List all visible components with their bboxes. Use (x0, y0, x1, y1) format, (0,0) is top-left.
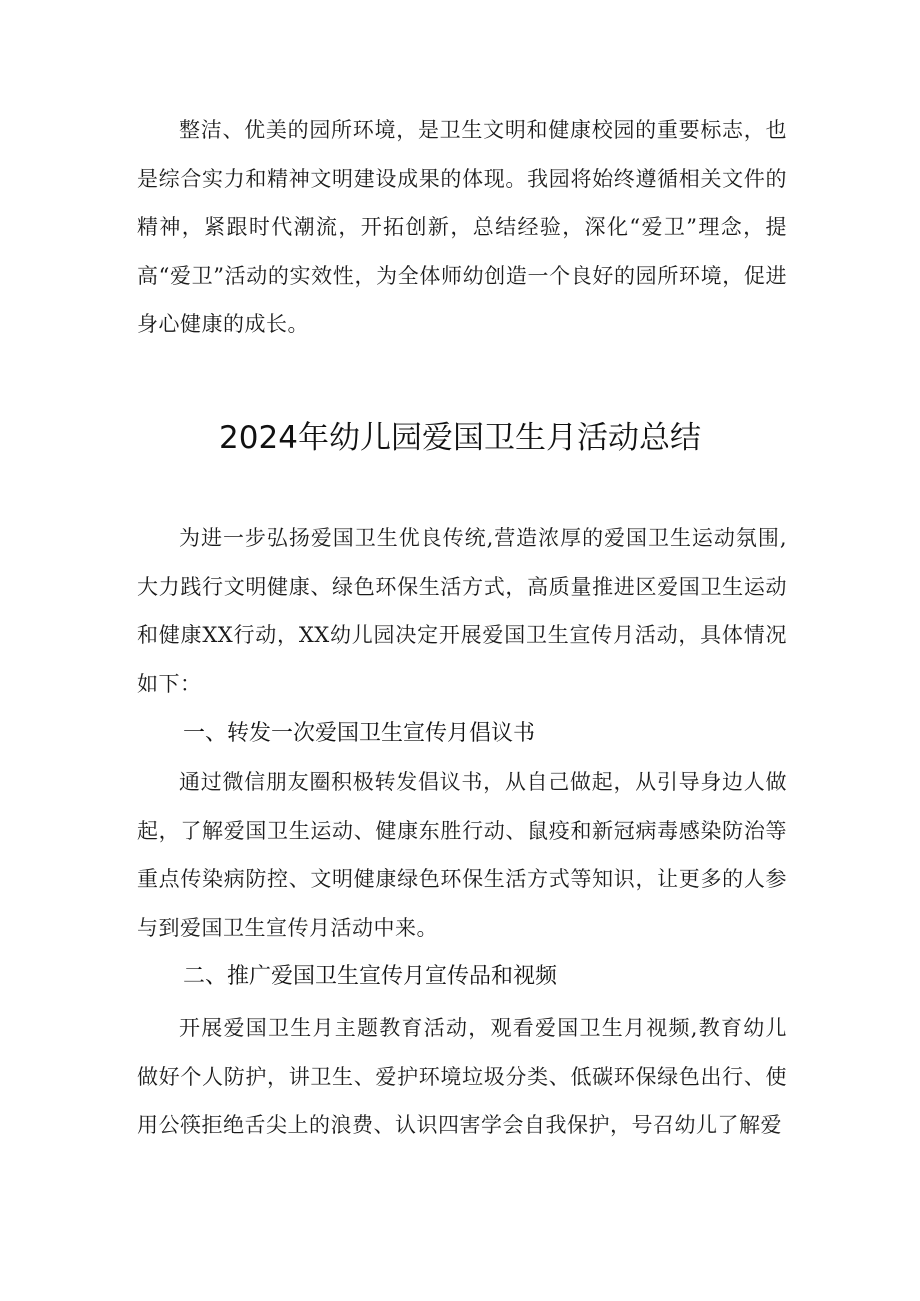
section-heading-1: 一、转发一次爱国卫生宣传月倡议书 (183, 721, 536, 746)
section-heading-2: 二、推广爱国卫生宣传月宣传品和视频 (183, 964, 558, 989)
document-title: 2024年幼儿园爱国卫生月活动总结 (219, 420, 701, 456)
section-body-2: 开展爱国卫生月主题教育活动，观看爱国卫生月视频,教育幼儿做好个人防护，讲卫生、爱护环境垃圾分类、低碳环保绿色出行、使用公筷拒绝舌尖上的浪费、认识四害学会自我保护，号召幼儿了解爱 (137, 1016, 787, 1137)
section-body-1: 通过微信朋友圈积极转发倡议书，从自己做起，从引导身边人做起，了解爱国卫生运动、健康东胜行动、鼠疫和新冠病毒感染防治等重点传染病防控、文明健康绿色环保生活方式等知识，让更多的人参与到爱国卫生宣传月活动中来。 (137, 770, 787, 940)
intro-paragraph: 整洁、优美的园所环境，是卫生文明和健康校园的重要标志，也是综合实力和精神文明建设成果的体现。我园将始终遵循相关文件的精神，紧跟时代潮流，开拓创新，总结经验，深化“爱卫”理念，提高“爱卫”活动的实效性，为全体师幼创造一个良好的园所环境，促进身心健康的成长。 (137, 118, 787, 336)
opening-paragraph: 为进一步弘扬爱国卫生优良传统,营造浓厚的爱国卫生运动氛围,大力践行文明健康、绿色环保生活方式，高质量推进区爱国卫生运动和健康XX行动，XX幼儿园决定开展爱国卫生宣传月活动，具体情况如下： (137, 526, 787, 696)
